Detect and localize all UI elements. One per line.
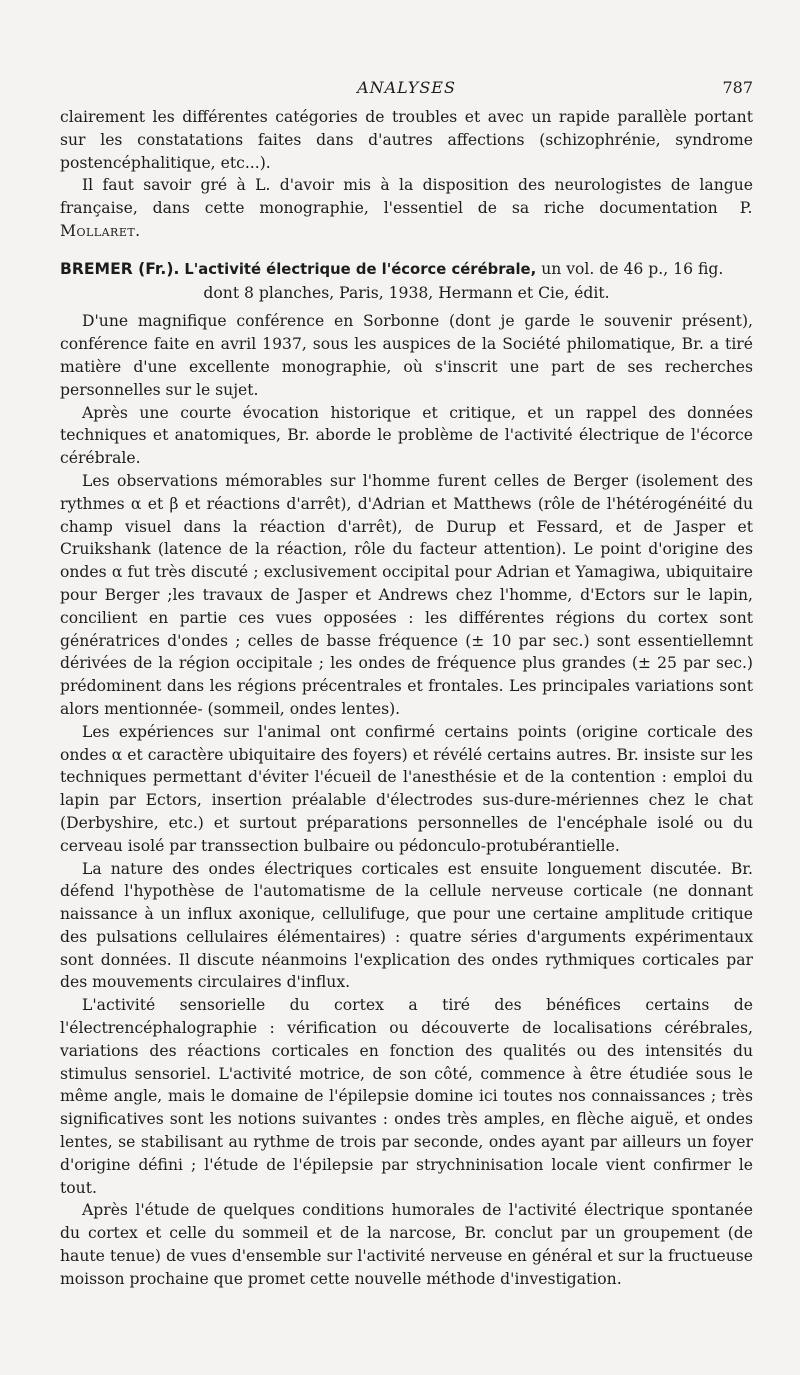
page-number: 787 <box>722 78 753 97</box>
reviewer-signature: P. Mollaret. <box>60 199 753 240</box>
previous-review-closing <box>60 174 753 242</box>
review-heading <box>60 258 753 282</box>
review-paragraph: Les expériences sur l'animal ont confirmé certains points (origine corticale des ondes α et caractère ubiquitaire des foyers) et révélé certains autres. Br. insiste sur les techniques permettant d'éviter l'écueil de l'anesthésie et de la contention : emploi du lapin par Ectors, insertion préalable d'électrodes sus-dure-mériennes chez le chat (Derbyshire, etc.) et surtout préparations personnelles de l'encéphale isolé ou du cerveau isolé par transsection bulbaire ou pédonculo-protubérantielle. <box>60 722 753 855</box>
review-paragraph: L'activité sensorielle du cortex a tiré des bénéfices certains de l'électrencéphalographie : vérification ou découverte de localisations cérébrales, variations des réactions corticales en fonction des qualités ou des intensités du stimulus sensoriel. L'activité motrice, de son côté, commence à être étudiée sous le même angle, mais le domaine de l'épilepsie domine ici toutes nos connaissances ; très significatives sont les notions suivantes : ondes très amples, en flèche aiguë, et ondes lentes, se stabilisant au rythme de trois par seconde, ondes ayant par ailleurs un foyer d'origine défini ; l'étude de l'épilepsie par strychninisation locale vient confirmer le tout. <box>60 996 753 1197</box>
review-paragraph: La nature des ondes électriques corticales est ensuite longuement discutée. Br. défend l'hypothèse de l'automatisme de la cellule nerveuse corticale (ne donnant naissance à un influx axonique, cellulifuge, que pour une certaine amplitude critique des pulsations cellulaires élémentaires) : quatre séries d'arguments expérimentaux sont données. Il discute néanmoins l'explication des ondes rythmiques corticales par des mouvements circulaires d'influx. <box>60 859 753 992</box>
closing-text: Il faut savoir gré à L. d'avoir mis à la disposition des neurologistes de langue française, dans cette monographie, l'essentiel de sa riche documentation <box>60 176 753 218</box>
review-publication: un vol. de 46 p., 16 fig. <box>541 259 724 278</box>
page-header <box>60 76 753 102</box>
review-author: BREMER (Fr.). <box>60 259 180 278</box>
review-paragraph: Les observations mémorables sur l'homme furent celles de Berger (isolement des rythmes α et β et réactions d'arrêt), d'Adrian et Matthews (rôle de l'hétérogénéité du champ visuel dans la réaction d'arrêt), de Durup et Fessard, et de Jasper et Cruikshank (latence de la réaction, rôle du facteur attention). Le point d'origine des ondes α fut très discuté ; exclusivement occipital pour Adrian et Yamagiwa, ubiquitaire pour Berger ;les travaux de Jasper et Andrews chez l'homme, d'Ectors sur le lapin, concilient en partie ces vues opposées : les différentes régions du cortex sont génératrices d'ondes ; celles de basse fréquence (± 10 par sec.) sont essentiellemnt dérivées de la région occipitale ; les ondes de fréquence plus grandes (± 25 par sec.) prédominent dans les régions précentrales et frontales. Les principales variations sont alors mentionnée- (sommeil, ondes lentes). <box>60 471 753 718</box>
previous-review-continuation: clairement les différentes catégories de troubles et avec un rapide parallèle portant sur les constatations faites dans d'autres affections (schizophrénie, syndrome postencéphalitique, etc...). <box>60 108 753 172</box>
review-title: L'activité électrique de l'écorce cérébrale, <box>184 260 537 278</box>
review-paragraph: Après une courte évocation historique et critique, et un rappel des données techniques et anatomiques, Br. aborde le problème de l'activité électrique de l'écorce cérébrale. <box>60 403 753 468</box>
review-publication-line2: dont 8 planches, Paris, 1938, Hermann et Cie, édit. <box>203 283 610 302</box>
journal-page <box>60 76 753 1291</box>
review-paragraph: D'une magnifique conférence en Sorbonne (dont je garde le souvenir présent), conférence faite en avril 1937, sous les auspices de la Société philomatique, Br. a tiré matière d'une excellente monographie, où s'inscrit une part de ses recherches personnelles sur le sujet. <box>60 312 753 399</box>
running-title: ANALYSES <box>357 78 456 97</box>
review-paragraph: Après l'étude de quelques conditions humorales de l'activité électrique spontanée du cortex et celle du sommeil et de la narcose, Br. conclut par un groupement (de haute tenue) de vues d'ensemble sur l'activité nerveuse en général et sur la fructueuse moisson prochaine que promet cette nouvelle méthode d'investigation. <box>60 1201 753 1288</box>
